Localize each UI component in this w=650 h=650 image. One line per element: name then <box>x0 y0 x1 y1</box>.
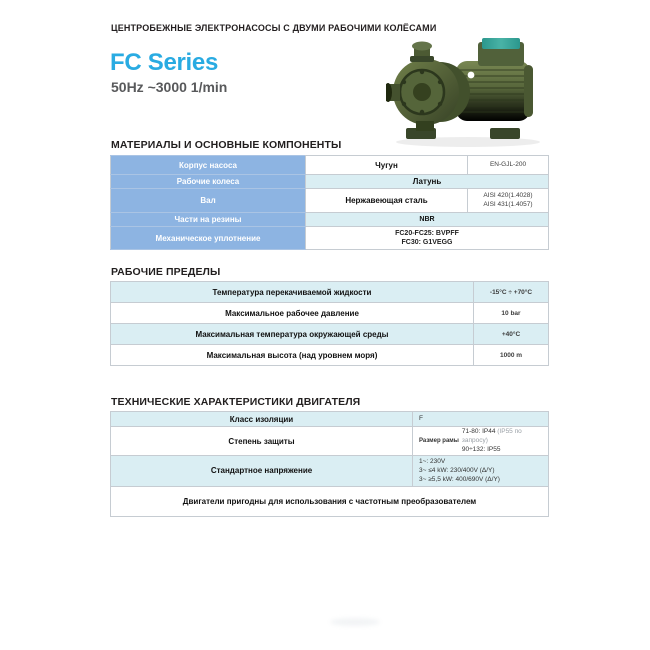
limits-table <box>110 281 549 366</box>
voltage-line: 3~ ≤4 kW: 230/400V (Δ/Y) <box>419 467 495 475</box>
row-value <box>306 227 549 250</box>
materials-heading: МАТЕРИАЛЫ И ОСНОВНЫЕ КОМПОНЕНТЫ <box>111 139 342 151</box>
table-row <box>111 189 549 213</box>
table-row <box>111 324 549 345</box>
row-label: Корпус насоса <box>111 156 306 175</box>
note-line: AISI 431(1.4057) <box>483 200 533 208</box>
row-label: Рабочие колеса <box>111 175 306 189</box>
inverter-note: Двигатели пригодны для использования с частотным преобразователем <box>111 486 549 516</box>
table-row <box>111 456 549 486</box>
row-label: Механическое уплотнение <box>111 227 306 250</box>
row-value: Нержавеющая сталь <box>306 189 468 213</box>
protection-line1-note: (IP55 по запросу) <box>461 428 522 444</box>
row-value: 1000 m <box>474 345 549 366</box>
table-row <box>111 282 549 303</box>
row-note: EN-GJL-200 <box>468 156 549 175</box>
row-value <box>413 456 549 486</box>
product-kicker: ЦЕНТРОБЕЖНЫЕ ЭЛЕКТРОНАСОСЫ С ДВУМИ РАБОЧИМИ КОЛЁСАМИ <box>111 23 437 33</box>
value-line: FC30: G1VEGG <box>401 239 453 246</box>
table-row <box>111 345 549 366</box>
materials-table <box>110 155 549 250</box>
row-label: Температура перекачиваемой жидкости <box>111 282 474 303</box>
row-value <box>413 427 549 456</box>
pump-photo <box>386 28 548 150</box>
table-row <box>111 227 549 250</box>
voltage-line: 1~: 230V <box>419 458 446 466</box>
row-value: F <box>413 412 549 427</box>
motor-heading: ТЕХНИЧЕСКИЕ ХАРАКТЕРИСТИКИ ДВИГАТЕЛЯ <box>111 396 361 408</box>
note-line: AISI 420(1.4028) <box>483 191 533 199</box>
row-value: NBR <box>306 213 549 227</box>
series-subtitle: 50Hz ~3000 1/min <box>111 79 228 95</box>
row-label: Максимальная высота (над уровнем моря) <box>111 345 474 366</box>
row-label: Степень защиты <box>111 427 413 456</box>
table-row <box>111 213 549 227</box>
table-row <box>111 427 549 456</box>
series-title: FC Series <box>110 49 219 76</box>
table-row <box>111 303 549 324</box>
frame-size-label: Размер рамы <box>419 437 459 444</box>
row-label: Максимальное рабочее давление <box>111 303 474 324</box>
voltage-line: 3~ ≥5,5 kW: 400/690V (Δ/Y) <box>419 476 500 484</box>
protection-line2: 90÷132: IP55 <box>461 445 501 453</box>
protection-line1: 71-80: IP44 <box>461 428 496 435</box>
page-shadow <box>330 618 380 626</box>
row-note <box>468 189 549 213</box>
table-row <box>111 412 549 427</box>
row-label: Части на резины <box>111 213 306 227</box>
limits-heading: РАБОЧИЕ ПРЕДЕЛЫ <box>111 266 221 278</box>
table-row <box>111 486 549 516</box>
table-row <box>111 156 549 175</box>
row-label: Класс изоляции <box>111 412 413 427</box>
row-label: Максимальная температура окружающей среды <box>111 324 474 345</box>
row-value: +40°C <box>474 324 549 345</box>
row-value: Латунь <box>306 175 549 189</box>
motor-table <box>110 411 549 517</box>
row-value: Чугун <box>306 156 468 175</box>
row-label: Стандартное напряжение <box>111 456 413 486</box>
value-line: FC20-FC25: BVPFF <box>395 229 459 237</box>
row-value: 10 bar <box>474 303 549 324</box>
row-label: Вал <box>111 189 306 213</box>
table-row <box>111 175 549 189</box>
row-value: -15°C ÷ +70°C <box>474 282 549 303</box>
